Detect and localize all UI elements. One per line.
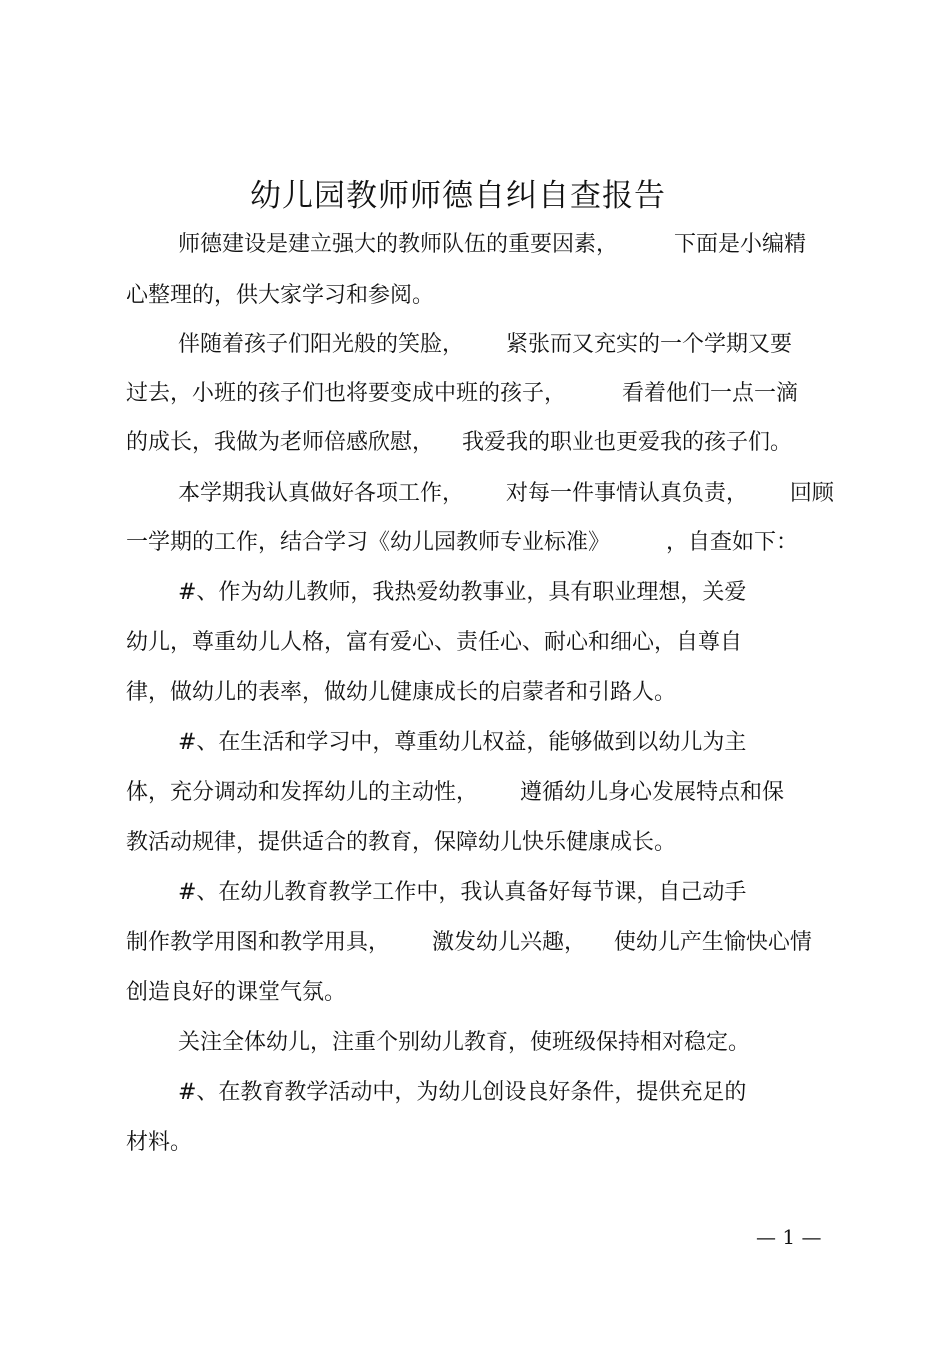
body-line: #、作为幼儿教师，我热爱幼教事业，具有职业理想，关爱: [178, 580, 747, 605]
body-line: 体，充分调动和发挥幼儿的主动性， 遵循幼儿身心发展特点和保: [126, 780, 784, 805]
body-line: 本学期我认真做好各项工作， 对每一件事情认真负责， 回顾: [178, 481, 834, 506]
body-line: 过去，小班的孩子们也将要变成中班的孩子， 看着他们一点一滴: [126, 381, 798, 406]
body-line: 的成长，我做为老师倍感欣慰， 我爱我的职业也更爱我的孩子们。: [126, 430, 792, 455]
body-line: #、在生活和学习中，尊重幼儿权益，能够做到以幼儿为主: [178, 730, 747, 755]
body-line: 关注全体幼儿，注重个别幼儿教育，使班级保持相对稳定。: [178, 1030, 751, 1055]
body-line: 心整理的，供大家学习和参阅。: [126, 283, 435, 308]
body-line: 幼儿，尊重幼儿人格，富有爱心、责任心、耐心和细心，自尊自: [126, 630, 743, 655]
page-number: — 1 —: [756, 1225, 822, 1249]
body-line: 律，做幼儿的表率，做幼儿健康成长的启蒙者和引路人。: [126, 680, 677, 705]
body-line: 师德建设是建立强大的教师队伍的重要因素， 下面是小编精: [178, 232, 806, 257]
body-line: #、在幼儿教育教学工作中，我认真备好每节课，自己动手: [178, 880, 747, 905]
body-line: 一学期的工作，结合学习《幼儿园教师专业标准》 ，自查如下：: [126, 530, 798, 555]
body-line: 教活动规律，提供适合的教育，保障幼儿快乐健康成长。: [126, 830, 677, 855]
body-line: 创造良好的课堂气氛。: [126, 980, 347, 1005]
body-line: 材料。: [126, 1130, 193, 1155]
body-line: 伴随着孩子们阳光般的笑脸， 紧张而又充实的一个学期又要: [178, 332, 792, 357]
document-title: 幼儿园教师师德自纠自查报告: [250, 178, 666, 214]
body-line: #、在教育教学活动中，为幼儿创设良好条件，提供充足的: [178, 1080, 747, 1105]
body-line: 制作教学用图和教学用具， 激发幼儿兴趣， 使幼儿产生愉快心情: [126, 930, 812, 955]
